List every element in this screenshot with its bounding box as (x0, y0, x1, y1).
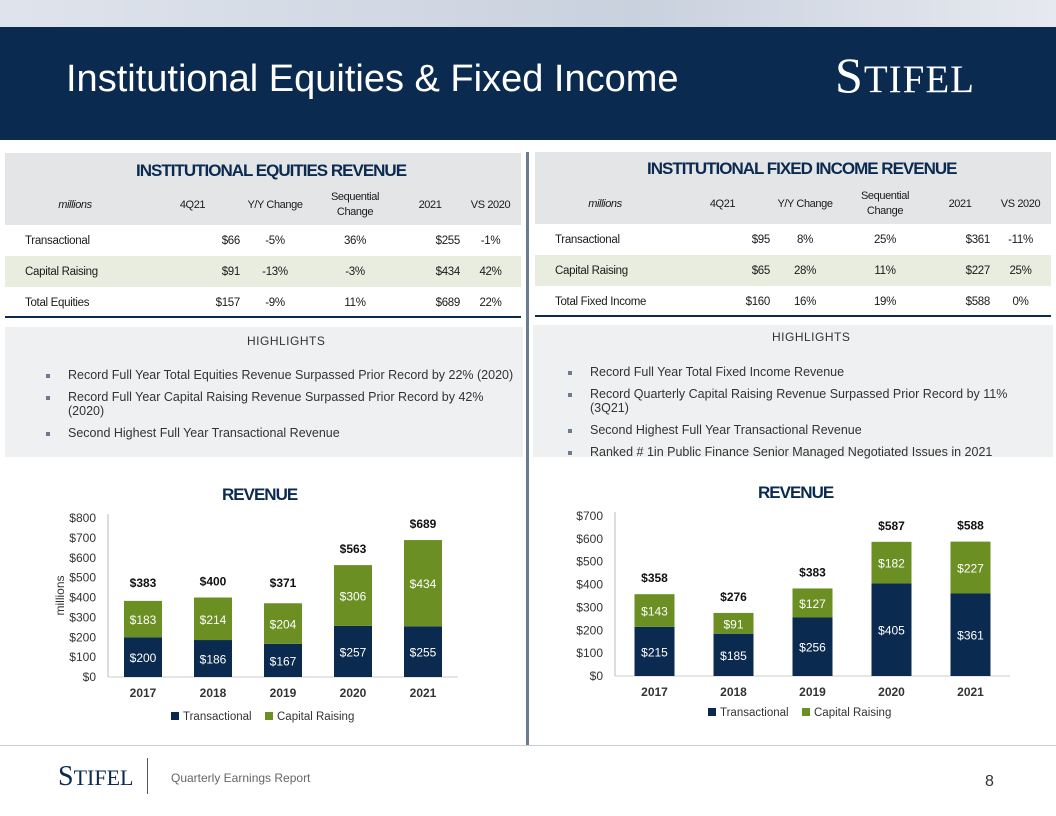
table-cell: 36% (343, 234, 367, 247)
table-cell: $227 (965, 264, 990, 277)
legend-label: Transactional (183, 711, 252, 723)
y-tick-label: $300 (69, 610, 96, 625)
y-tick-label: $100 (576, 646, 603, 661)
bar-value-label: $214 (199, 612, 227, 627)
table-cell: -5% (265, 234, 285, 247)
table-cell: $255 (435, 234, 460, 247)
table-row (5, 256, 521, 287)
table-cell: $65 (751, 264, 770, 277)
stifel-logo (835, 46, 975, 104)
x-tick-label: 2021 (409, 686, 437, 700)
table-cell: 25% (873, 233, 897, 246)
column-header: Y/Y Change (777, 198, 833, 210)
legend-swatch-capital-raising (802, 708, 810, 716)
column-header: millions (588, 198, 622, 210)
footer-divider (0, 745, 1056, 746)
table-cell: $361 (965, 233, 990, 246)
bar-total-label: $276 (720, 589, 747, 604)
row-label: Transactional (555, 233, 620, 246)
bar-value-label: $255 (409, 645, 437, 660)
table-cell: $160 (745, 295, 770, 308)
highlight-item: Record Quarterly Capital Raising Revenue Surpassed Prior Record by 11% (3Q21) (568, 387, 1048, 415)
y-tick-label: $300 (576, 600, 603, 615)
table-cell: -9% (265, 296, 285, 309)
bar-total-label: $563 (339, 542, 367, 557)
column-header: Y/Y Change (247, 199, 303, 211)
highlight-item: Second Highest Full Year Transactional Revenue (46, 426, 516, 440)
footer-separator (147, 758, 148, 794)
legend-label: Capital Raising (814, 707, 892, 719)
y-tick-label: $800 (69, 511, 96, 525)
bar-total-label: $400 (199, 574, 227, 589)
y-axis-label: millions (53, 575, 67, 616)
column-header: VS 2020 (1000, 198, 1041, 210)
column-header: 4Q21 (709, 198, 736, 210)
bar-value-label: $200 (129, 651, 157, 666)
bar-total-label: $588 (957, 518, 984, 533)
table-cell: -11% (1008, 233, 1033, 246)
bar-total-label: $587 (878, 518, 905, 533)
table-cell: $434 (435, 265, 460, 278)
table-cell: -13% (262, 265, 288, 278)
page-number: 8 (985, 773, 994, 790)
legend-swatch-capital-raising (265, 712, 273, 720)
footer-logo-initial: S (58, 761, 74, 792)
table-cell: 42% (479, 265, 502, 278)
bar-value-label: $257 (339, 645, 367, 660)
footer-logo-rest: TIFEL (73, 765, 134, 790)
y-tick-label: $400 (576, 577, 603, 592)
x-tick-label: 2017 (129, 686, 157, 700)
table-cell: 25% (1009, 264, 1032, 277)
table-row (535, 286, 1051, 317)
row-label: Capital Raising (25, 265, 98, 278)
slide-title: Institutional Equities & Fixed Income (66, 58, 679, 100)
equities-table-rule (5, 316, 521, 318)
equities-highlights-list (46, 368, 516, 448)
fixed-table-rule (535, 315, 1051, 317)
legend-swatch-transactional (708, 708, 716, 716)
column-header: 4Q21 (179, 199, 206, 211)
bar-total-label: $689 (409, 517, 437, 532)
table-row (535, 224, 1051, 255)
legend-label: Transactional (720, 707, 789, 719)
table-cell: $95 (751, 233, 770, 246)
equities-revenue-chart (40, 505, 510, 730)
table-cell: 11% (344, 296, 366, 309)
table-cell: 19% (873, 295, 897, 308)
table-cell: $689 (435, 296, 460, 309)
table-cell: $588 (965, 295, 990, 308)
legend-label: Capital Raising (277, 711, 355, 723)
legend-swatch-transactional (171, 712, 179, 720)
y-tick-label: $500 (576, 554, 603, 569)
x-tick-label: 2020 (339, 686, 367, 700)
column-header: 2021 (418, 199, 442, 211)
bar-value-label: $183 (129, 613, 157, 628)
equities-table (5, 185, 521, 318)
y-tick-label: $500 (69, 570, 96, 585)
y-tick-label: $600 (69, 550, 96, 565)
fixed-highlights-title: HIGHLIGHTS (772, 330, 851, 344)
x-tick-label: 2019 (799, 685, 826, 699)
table-cell: 22% (479, 296, 502, 309)
table-row (5, 287, 521, 318)
y-tick-label: $600 (576, 531, 603, 546)
y-tick-label: $200 (69, 630, 96, 645)
fixed-revenue-chart (560, 505, 1015, 720)
table-cell: 8% (796, 233, 814, 246)
bar-value-label: $91 (723, 617, 744, 632)
bar-value-label: $182 (878, 556, 905, 571)
column-header: millions (58, 199, 92, 211)
column-header: Sequential Change (861, 190, 909, 217)
table-cell: 16% (793, 295, 817, 308)
table-cell: $157 (215, 296, 240, 309)
bar-value-label: $143 (641, 604, 668, 619)
x-tick-label: 2017 (641, 685, 668, 699)
bar-value-label: $204 (269, 617, 297, 632)
table-cell: $66 (221, 234, 240, 247)
row-label: Transactional (25, 234, 90, 247)
bar-total-label: $358 (641, 571, 668, 586)
table-header-row (535, 184, 1051, 224)
x-tick-label: 2018 (199, 686, 227, 700)
x-tick-label: 2021 (957, 685, 984, 699)
logo-initial: S (835, 47, 864, 103)
equities-chart-title: REVENUE (222, 485, 298, 504)
table-cell: 0% (1012, 295, 1029, 308)
x-tick-label: 2019 (269, 686, 297, 700)
highlight-item: Record Full Year Total Fixed Income Revenue (568, 365, 1048, 379)
table-cell: $91 (221, 265, 240, 278)
highlight-item: Record Full Year Total Equities Revenue Surpassed Prior Record by 22% (2020) (46, 368, 516, 382)
bar-value-label: $186 (199, 652, 227, 667)
highlight-item: Ranked # 1in Public Finance Senior Managed Negotiated Issues in 2021 (568, 445, 1048, 459)
bar-value-label: $256 (799, 640, 826, 655)
y-tick-label: $700 (576, 509, 603, 523)
center-divider (526, 152, 529, 746)
fixed-highlights-list (568, 365, 1048, 467)
footer-report-label: Quarterly Earnings Report (171, 771, 311, 785)
column-header: 2021 (948, 198, 972, 210)
bar-total-label: $383 (799, 565, 826, 580)
equities-highlights-title: HIGHLIGHTS (247, 334, 326, 348)
footer-stifel-logo (58, 761, 133, 793)
table-cell: -1% (480, 234, 501, 247)
y-tick-label: $0 (589, 669, 603, 683)
bar-value-label: $306 (339, 589, 367, 604)
table-row (535, 255, 1051, 286)
top-strip (0, 0, 1056, 27)
bar-value-label: $227 (957, 561, 984, 576)
table-row (5, 225, 521, 256)
bar-value-label: $434 (409, 577, 437, 592)
highlight-item: Record Full Year Capital Raising Revenue Surpassed Prior Record by 42% (2020) (46, 390, 516, 418)
y-tick-label: $700 (69, 530, 96, 545)
y-tick-label: $100 (69, 650, 96, 665)
table-header-row (5, 185, 521, 225)
fixed-chart-title: REVENUE (758, 483, 834, 502)
row-label: Total Fixed Income (555, 295, 647, 308)
x-tick-label: 2018 (720, 685, 747, 699)
column-header: VS 2020 (470, 199, 511, 211)
table-cell: 28% (793, 264, 817, 277)
row-label: Total Equities (25, 296, 90, 309)
bar-total-label: $383 (129, 576, 157, 590)
bar-value-label: $127 (799, 596, 826, 611)
logo-rest: TIFEL (863, 58, 975, 101)
bar-value-label: $167 (269, 654, 297, 669)
table-cell: 11% (874, 264, 896, 277)
row-label: Capital Raising (555, 264, 628, 277)
bar-total-label: $371 (269, 576, 297, 590)
bar-value-label: $185 (720, 648, 747, 663)
fixed-title: INSTITUTIONAL FIXED INCOME REVENUE (647, 159, 957, 178)
table-cell: -3% (345, 265, 365, 278)
equities-title: INSTITUTIONAL EQUITIES REVENUE (136, 161, 407, 180)
bar-value-label: $405 (878, 623, 905, 638)
y-tick-label: $400 (69, 590, 96, 605)
column-header: Sequential Change (331, 191, 379, 218)
bar-value-label: $215 (641, 645, 668, 660)
highlight-item: Second Highest Full Year Transactional Revenue (568, 423, 1048, 437)
bar-value-label: $361 (957, 628, 984, 643)
y-tick-label: $200 (576, 623, 603, 638)
fixed-income-table (535, 184, 1051, 317)
x-tick-label: 2020 (878, 685, 905, 699)
y-tick-label: $0 (82, 670, 96, 684)
